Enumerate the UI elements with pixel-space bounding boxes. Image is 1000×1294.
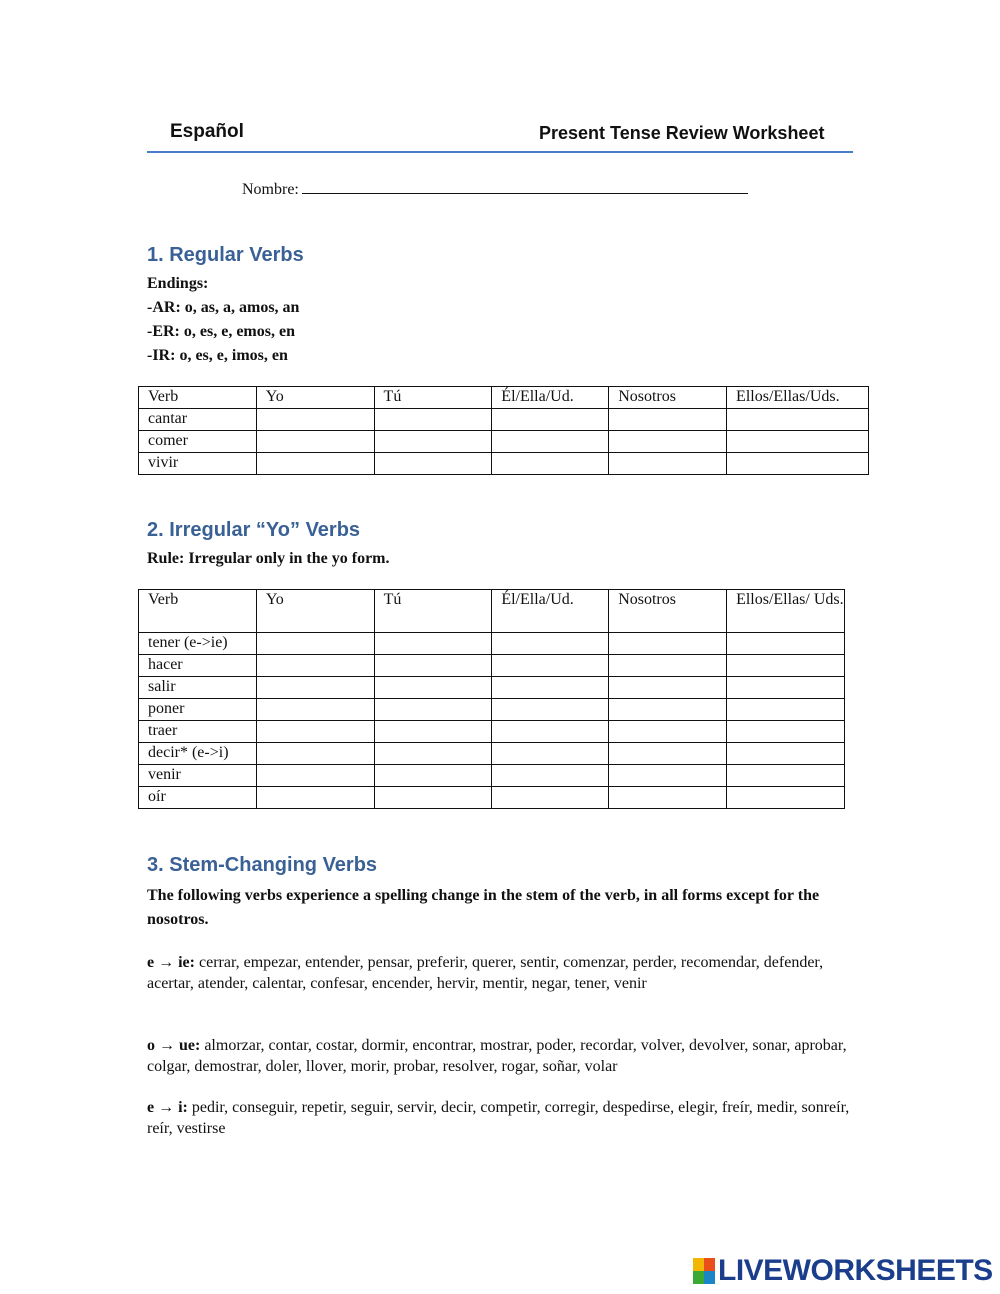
ar-endings: -AR: o, as, a, amos, an <box>147 299 300 316</box>
answer-cell[interactable] <box>727 721 845 743</box>
name-label: Nombre: <box>242 181 299 198</box>
answer-cell[interactable] <box>256 787 374 809</box>
verb-cell: salir <box>139 677 257 699</box>
ir-endings: -IR: o, es, e, imos, en <box>147 347 288 364</box>
answer-cell[interactable] <box>256 721 374 743</box>
logo-square <box>704 1258 715 1271</box>
header-cell: Tú <box>374 387 492 409</box>
regular-verbs-table <box>138 386 869 475</box>
section2-title: 2. Irregular “Yo” Verbs <box>147 519 361 541</box>
answer-cell[interactable] <box>609 787 727 809</box>
subject-title: Español <box>170 121 244 142</box>
verb-cell: traer <box>139 721 257 743</box>
answer-cell[interactable] <box>492 765 609 787</box>
answer-cell[interactable] <box>492 721 609 743</box>
section1-title: 1. Regular Verbs <box>147 244 304 266</box>
answer-cell[interactable] <box>492 409 609 431</box>
table-row <box>139 655 845 677</box>
verb-cell: vivir <box>139 453 257 475</box>
header-cell: Tú <box>374 590 492 633</box>
table-row <box>139 699 845 721</box>
answer-cell[interactable] <box>374 765 492 787</box>
stem-group-label: e → i: <box>147 1099 188 1116</box>
answer-cell[interactable] <box>727 409 869 431</box>
stem-group-verbs: pedir, conseguir, repetir, seguir, servir, decir, competir, corregir, despedirse, elegir, freír, medir, sonreír, reír, vestirse <box>147 1099 850 1137</box>
answer-cell[interactable] <box>374 633 492 655</box>
answer-cell[interactable] <box>256 409 374 431</box>
header-cell: Verb <box>139 590 257 633</box>
answer-cell[interactable] <box>727 699 845 721</box>
answer-cell[interactable] <box>256 453 374 475</box>
logo-text: LIVEWORKSHEETS <box>718 1254 993 1287</box>
answer-cell[interactable] <box>374 743 492 765</box>
answer-cell[interactable] <box>727 743 845 765</box>
answer-cell[interactable] <box>727 677 845 699</box>
answer-cell[interactable] <box>727 431 869 453</box>
table-row <box>139 743 845 765</box>
header-divider <box>147 151 853 153</box>
answer-cell[interactable] <box>256 655 374 677</box>
stem-change-intro: The following verbs experience a spelling change in the stem of the verb, in all forms except for the nosotros. <box>147 887 820 928</box>
answer-cell[interactable] <box>374 409 492 431</box>
stem-group-label: e → ie: <box>147 954 195 971</box>
endings-label: Endings: <box>147 275 209 292</box>
answer-cell[interactable] <box>727 453 869 475</box>
answer-cell[interactable] <box>256 431 374 453</box>
answer-cell[interactable] <box>492 633 609 655</box>
answer-cell[interactable] <box>374 431 492 453</box>
answer-cell[interactable] <box>727 633 845 655</box>
answer-cell[interactable] <box>374 787 492 809</box>
table-header-row <box>139 590 845 633</box>
answer-cell[interactable] <box>492 699 609 721</box>
verb-cell: poner <box>139 699 257 721</box>
irregular-rule: Rule: Irregular only in the yo form. <box>147 550 390 567</box>
er-endings: -ER: o, es, e, emos, en <box>147 323 295 340</box>
verb-cell: cantar <box>139 409 257 431</box>
answer-cell[interactable] <box>492 743 609 765</box>
header-cell: Nosotros <box>609 387 727 409</box>
table-row <box>139 765 845 787</box>
verb-cell: oír <box>139 787 257 809</box>
answer-cell[interactable] <box>609 633 727 655</box>
section3-title: 3. Stem-Changing Verbs <box>147 854 378 876</box>
logo-mark-icon <box>693 1258 715 1284</box>
answer-cell[interactable] <box>727 765 845 787</box>
logo-square <box>693 1271 704 1284</box>
verb-cell: venir <box>139 765 257 787</box>
name-input-line[interactable] <box>302 179 748 194</box>
header-cell: Él/Ella/Ud. <box>492 387 609 409</box>
stem-group-label: o → ue: <box>147 1037 201 1054</box>
table-row <box>139 633 845 655</box>
table-row <box>139 409 869 431</box>
table-row <box>139 721 845 743</box>
stem-group-e-i <box>147 1097 859 1139</box>
answer-cell[interactable] <box>727 787 845 809</box>
table-header-row <box>139 387 869 409</box>
stem-group-e-ie <box>147 952 859 994</box>
answer-cell[interactable] <box>609 743 727 765</box>
stem-group-o-ue <box>147 1035 859 1077</box>
answer-cell[interactable] <box>609 655 727 677</box>
answer-cell[interactable] <box>374 453 492 475</box>
verb-cell: decir* (e->i) <box>139 743 257 765</box>
answer-cell[interactable] <box>256 699 374 721</box>
answer-cell[interactable] <box>609 677 727 699</box>
table-row <box>139 453 869 475</box>
answer-cell[interactable] <box>492 655 609 677</box>
answer-cell[interactable] <box>727 655 845 677</box>
header-cell: Yo <box>256 590 374 633</box>
answer-cell[interactable] <box>256 743 374 765</box>
header-cell: Ellos/Ellas/Uds. <box>727 387 869 409</box>
answer-cell[interactable] <box>374 677 492 699</box>
answer-cell[interactable] <box>256 633 374 655</box>
verb-cell: comer <box>139 431 257 453</box>
stem-group-verbs: almorzar, contar, costar, dormir, encontrar, mostrar, poder, recordar, volver, devolver, sonar, aprobar, colgar, demostrar, doler, llover, morir, probar, resolver, rogar, soñar, volar <box>147 1037 847 1075</box>
table-row <box>139 677 845 699</box>
answer-cell[interactable] <box>492 677 609 699</box>
header-cell: Yo <box>256 387 374 409</box>
answer-cell[interactable] <box>609 453 727 475</box>
logo-square <box>704 1271 715 1284</box>
answer-cell[interactable] <box>492 431 609 453</box>
answer-cell[interactable] <box>492 787 609 809</box>
answer-cell[interactable] <box>256 765 374 787</box>
answer-cell[interactable] <box>609 721 727 743</box>
answer-cell[interactable] <box>374 721 492 743</box>
logo-square <box>693 1258 704 1271</box>
liveworksheets-logo <box>693 1254 993 1288</box>
table-row <box>139 431 869 453</box>
answer-cell[interactable] <box>609 431 727 453</box>
header-cell: Ellos/Ellas/ Uds. <box>727 590 845 633</box>
answer-cell[interactable] <box>609 409 727 431</box>
name-field <box>242 179 748 199</box>
answer-cell[interactable] <box>256 677 374 699</box>
answer-cell[interactable] <box>492 453 609 475</box>
answer-cell[interactable] <box>374 655 492 677</box>
answer-cell[interactable] <box>609 699 727 721</box>
irregular-verbs-table <box>138 589 845 809</box>
answer-cell[interactable] <box>374 699 492 721</box>
table-row <box>139 787 845 809</box>
worksheet-title: Present Tense Review Worksheet <box>539 123 825 143</box>
stem-group-verbs: cerrar, empezar, entender, pensar, preferir, querer, sentir, comenzar, perder, recomendar, defender, acertar, atender, calentar, confesar, encender, hervir, mentir, negar, tener, venir <box>147 954 824 992</box>
verb-cell: hacer <box>139 655 257 677</box>
answer-cell[interactable] <box>609 765 727 787</box>
header-cell: Él/Ella/Ud. <box>492 590 609 633</box>
verb-cell: tener (e->ie) <box>139 633 257 655</box>
header-cell: Nosotros <box>609 590 727 633</box>
header-cell: Verb <box>139 387 257 409</box>
